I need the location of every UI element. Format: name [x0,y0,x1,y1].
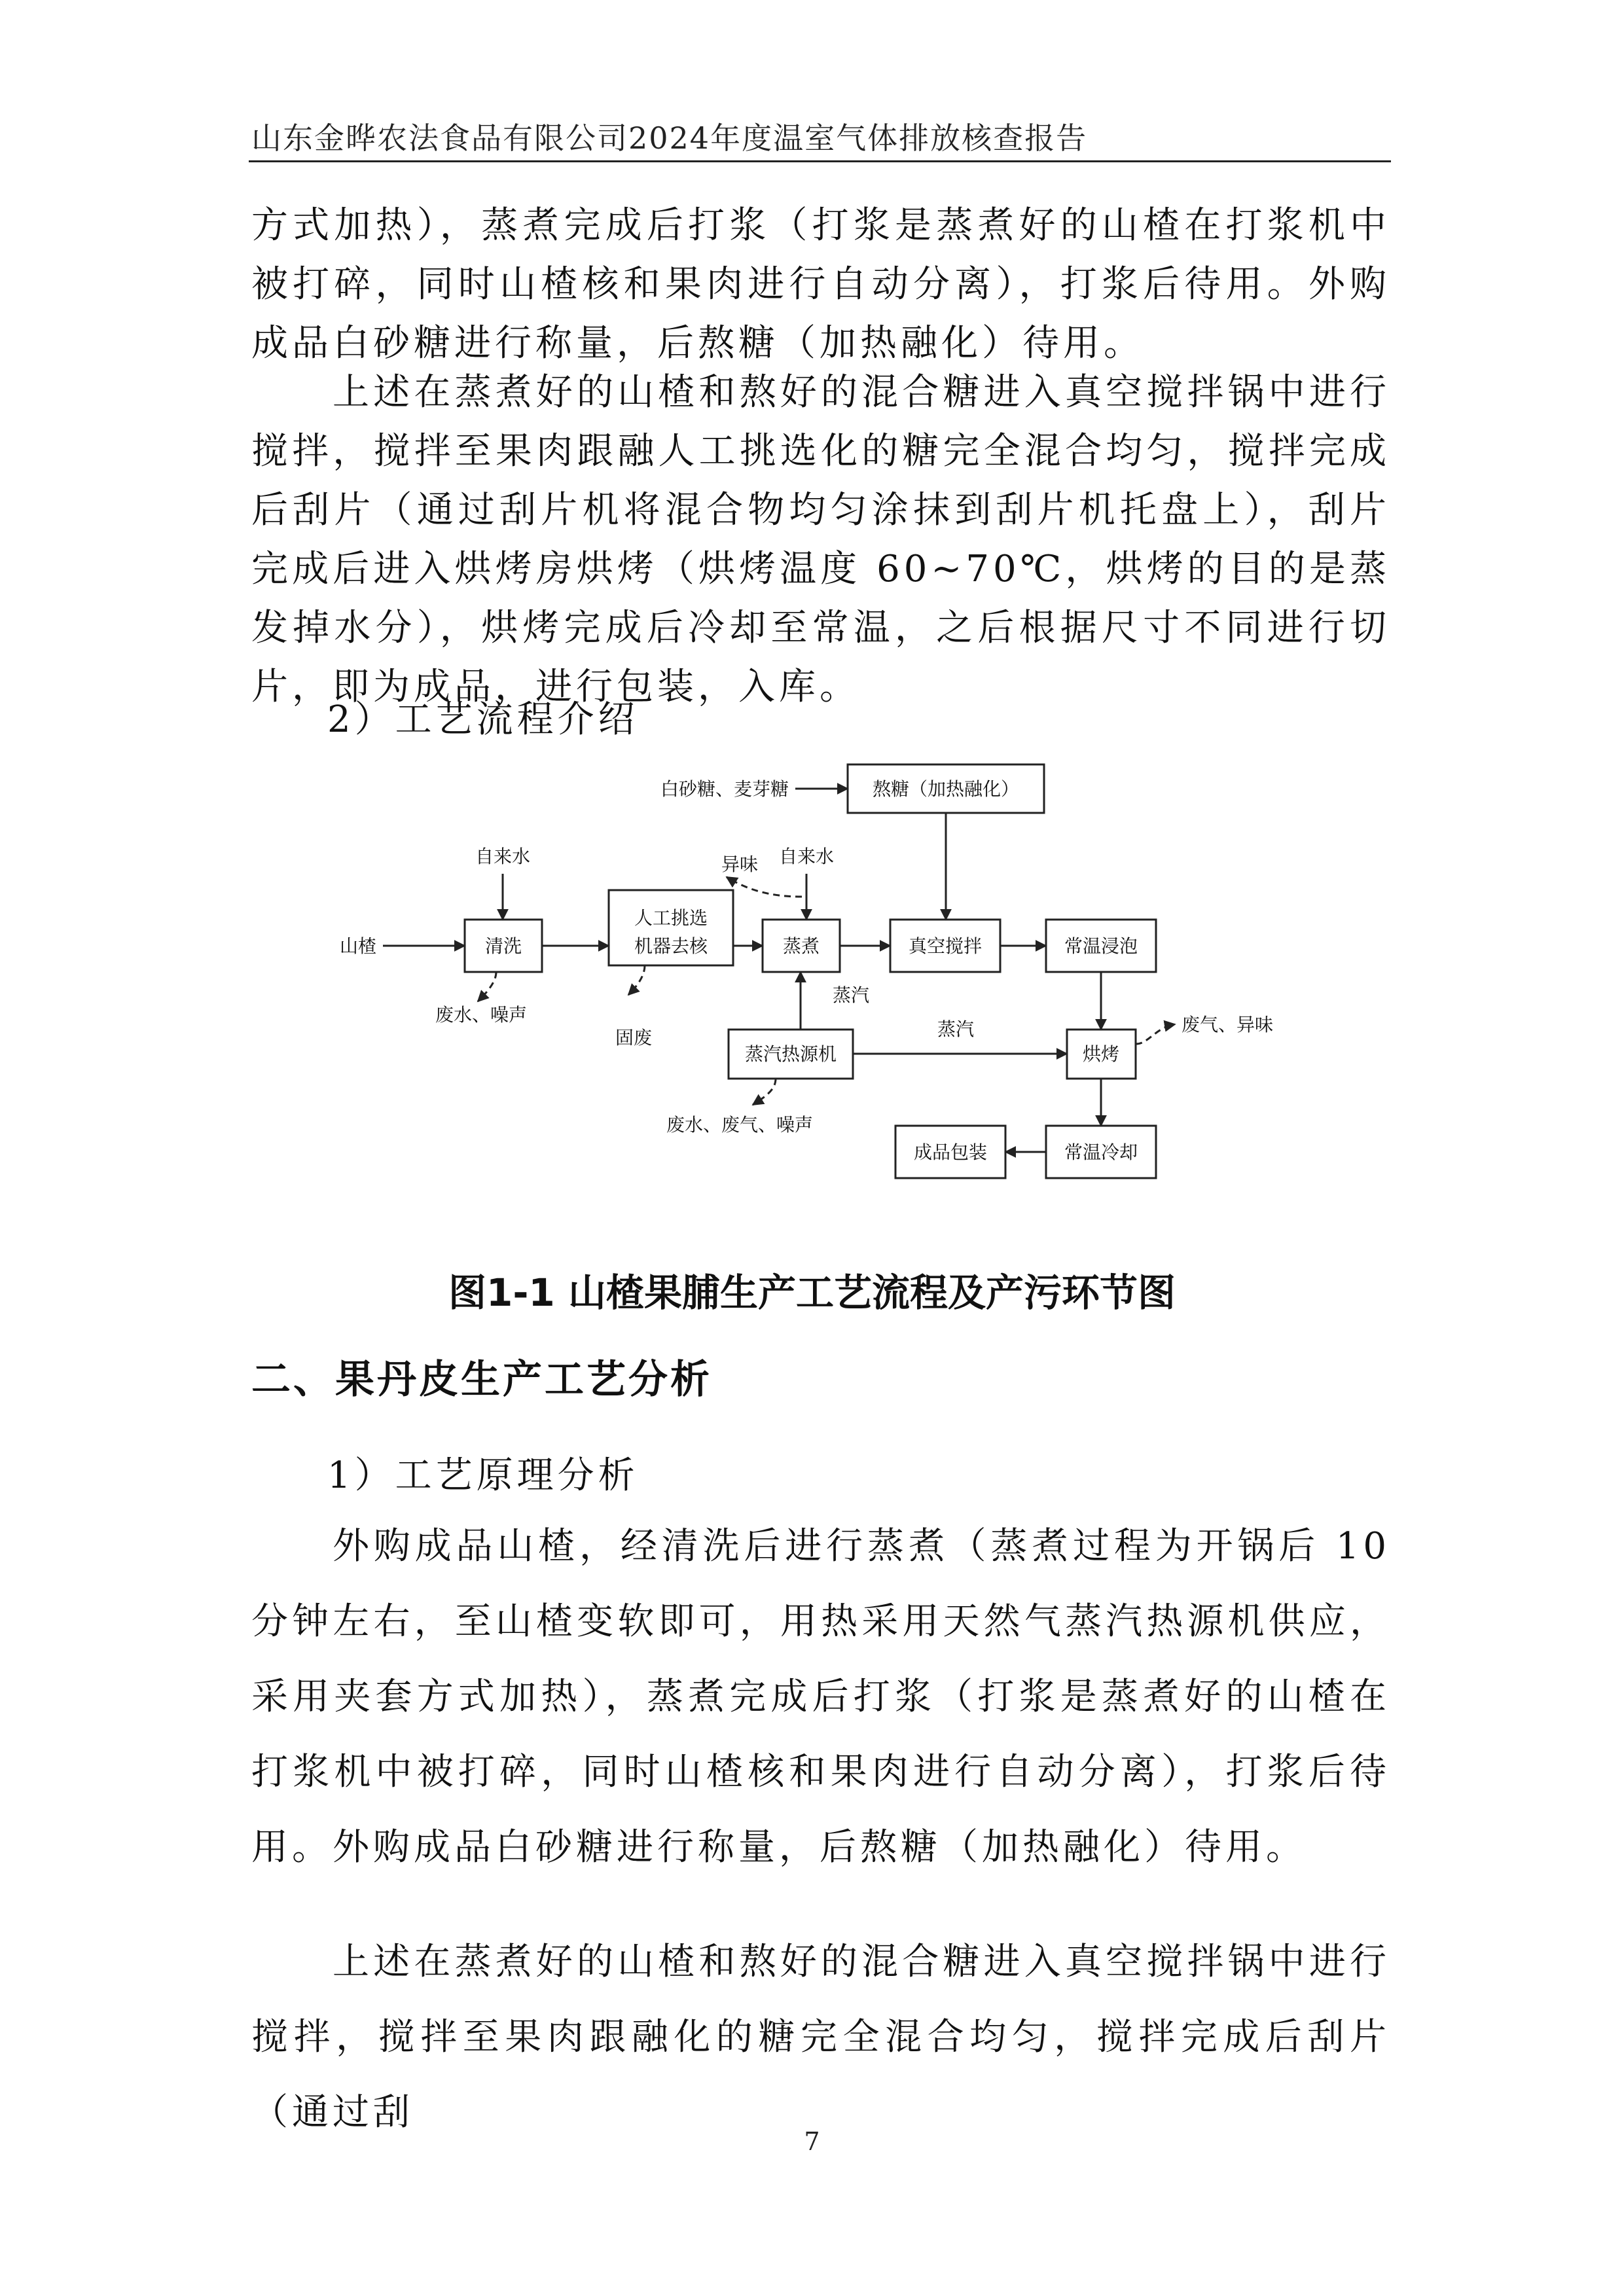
label-solid-waste: 固废 [615,1027,653,1049]
label-boil-sugar: 熬糖（加热融化） [872,778,1020,800]
arrow-bake-waste [1136,1024,1175,1044]
label-steam-1: 蒸汽 [832,984,870,1006]
label-bake: 烘烤 [1082,1043,1120,1065]
label-sugar-input: 白砂糖、麦芽糖 [660,778,789,800]
label-cool: 常温冷却 [1064,1141,1138,1163]
label-machine-pit: 机器去核 [634,935,708,957]
page-number: 7 [804,2127,820,2156]
label-wash: 清洗 [484,935,522,957]
paragraph-bottom-1: 外购成品山楂，经清洗后进行蒸煮（蒸煮过程为开锅后 10 分钟左右，至山楂变软即可，用热采用天然气蒸汽热源机供应，采用夹套方式加热），蒸煮完成后打浆（打浆是蒸煮好的山楂在打浆机中被打碎，同时山楂核和果肉进行自动分离），打浆后待用。外购成品白砂糖进行称量，后熬糖（加热融化）待用。 [251,1525,1390,1869]
label-steam-gen-waste: 废水、废气、噪声 [666,1114,814,1136]
label-pack: 成品包装 [913,1141,988,1163]
paragraph-bottom-2: 上述在蒸煮好的山楂和熬好的混合糖进入真空搅拌锅中进行搅拌，搅拌至果肉跟融化的糖完全混合均匀，搅拌完成后刮片（通过刮 [251,1941,1390,2134]
label-water-cook: 自来水 [778,846,835,867]
label-manual-sort: 人工挑选 [634,907,708,929]
label-bake-waste: 废气、异味 [1182,1014,1274,1035]
label-steam-2: 蒸汽 [937,1018,975,1040]
label-vacuum-mix: 真空搅拌 [908,935,983,957]
label-wash-waste: 废水、噪声 [435,1004,528,1026]
label-hawthorn-input: 山楂 [339,935,376,957]
paragraph-top-2: 上述在蒸煮好的山楂和熬好的混合糖进入真空搅拌锅中进行搅拌，搅拌至果肉跟融人工挑选化的糖完全混合均匀，搅拌完成后刮片（通过刮片机将混合物均匀涂抹到刮片机托盘上），刮片完成后进入烘烤房烘烤（烘烤温度 60~70℃，烘烤的目的是蒸发掉水分），烘烤完成后冷却至常温，之后根据尺寸不同进行切片，即为成品，进行包装，入库。 [251,371,1390,708]
label-water-wash: 自来水 [475,846,531,867]
subheading-principle: 1）工艺原理分析 [327,1454,639,1497]
label-soak: 常温浸泡 [1064,935,1138,957]
arrow-odor [727,877,802,897]
arrow-steam-gen-waste [753,1079,776,1105]
subheading-process-intro: 2）工艺流程介绍 [327,698,639,741]
label-steam-cook: 蒸煮 [782,935,820,957]
arrow-solid-waste [628,965,645,995]
arrow-wash-waste [478,972,496,1001]
paragraph-top-1: 方式加热），蒸煮完成后打浆（打浆是蒸煮好的山楂在打浆机中被打碎，同时山楂核和果肉进行自动分离），打浆后待用。外购成品白砂糖进行称量，后熬糖（加热融化）待用。 [251,204,1390,365]
section-title: 二、果丹皮生产工艺分析 [251,1357,712,1403]
label-steam-generator: 蒸汽热源机 [744,1043,837,1065]
label-odor: 异味 [721,853,759,875]
figure-caption: 图1-1 山楂果脯生产工艺流程及产污环节图 [448,1270,1176,1315]
report-header: 山东金晔农法食品有限公司2024年度温室气体排放核查报告 [251,120,1088,156]
